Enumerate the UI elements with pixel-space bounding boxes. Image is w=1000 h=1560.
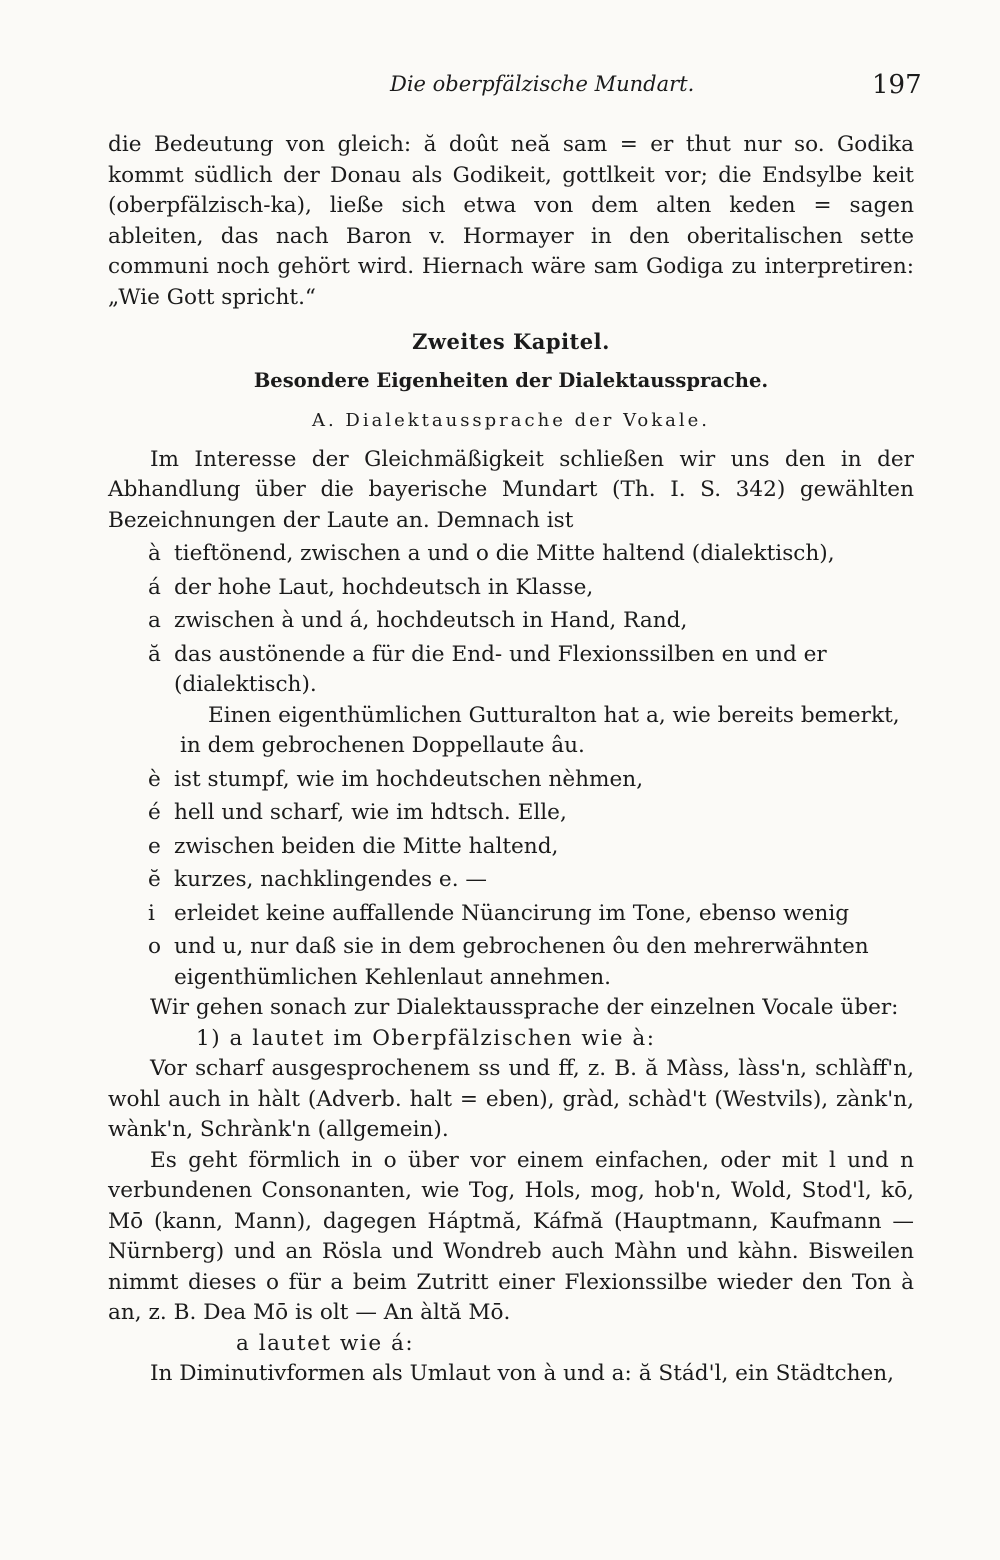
vowel-symbol: é (148, 800, 161, 825)
list-item (108, 865, 914, 896)
vowel-description: hell und scharf, wie im hdtsch. Elle, (174, 800, 567, 825)
intro-paragraph: die Bedeutung von gleich: ă doût neă sam = er thut nur so. Godika kommt südlich der Donau als Godikeit, gottlkeit vor; die Endsylbe keit (oberpfälzisch-ka), ließe sich etwa von dem alten keden = sagen ableiten, das nach Baron v. Hormayer in den oberitalischen sette communi noch gehört wird. Hiernach wäre sam Godiga zu interpretiren: „Wie Gott spricht.“ (108, 132, 914, 310)
running-title: Die oberpfälzische Mundart. (390, 72, 695, 96)
list-item (108, 640, 914, 701)
vowel-symbol: o (148, 934, 162, 959)
vowel-symbol: i (148, 900, 155, 926)
vowel-description: erleidet keine auffallende Nüancirung im Tone, ebenso wenig (174, 900, 850, 926)
rule-1-paragraph-2: Es geht förmlich in o über vor einem einfachen, oder mit l und n verbundenen Consonanten, wie Tog, Hols, mog, hob'n, Wold, Stod'l, kō, Mō (kann, Mann), dagegen Háptmă, Káfmă (Hauptmann, Kaufmann — Nürnberg) und an Rösla und Wondreb auch Màhn und kàhn. Bisweilen nimmt dieses o für a beim Zutritt einer Flexionssilbe wieder den Ton à an, z. B. Dea Mō is olt — An àltă Mō. (108, 1147, 914, 1325)
transition-paragraph: Wir gehen sonach zur Dialektaussprache der einzelnen Vocale über: (150, 995, 899, 1020)
vowel-description: und u, nur daß sie in dem gebrochenen ôu den mehrerwähnten eigenthümlichen Kehlenlaut annehmen. (174, 934, 869, 990)
vowel-description: tieftönend, zwischen a und o die Mitte haltend (dialektisch), (174, 541, 835, 566)
vowel-symbol: e (148, 833, 161, 859)
chapter-heading: Zweites Kapitel. (412, 329, 610, 354)
list-item (108, 765, 914, 796)
rule-1-heading: 1) a lautet im Oberpfälzischen wie à: (196, 1025, 656, 1051)
a-vowel-list (108, 539, 914, 701)
list-item (108, 832, 914, 863)
e-vowel-list (108, 765, 914, 994)
page-number: 197 (872, 70, 922, 100)
vowel-description: kurzes, nachklingendes e. — (174, 867, 488, 892)
vowel-symbol: á (148, 574, 161, 600)
rule-2-paragraph: In Diminutivformen als Umlaut von à und a: ă Stád'l, ein Städtchen, (150, 1361, 895, 1386)
running-header (0, 72, 1000, 102)
vowel-description: der hohe Laut, hochdeutsch in Klasse, (174, 574, 594, 600)
list-item (108, 798, 914, 829)
list-item (108, 606, 914, 637)
list-item (108, 899, 914, 930)
vowel-symbol: à (148, 541, 161, 566)
a-note: Einen eigenthümlichen Gutturalton hat a, wie bereits bemerkt, in dem gebrochenen Doppellaute âu. (180, 702, 900, 758)
rule-1-paragraph-1: Vor scharf ausgesprochenem ss und ff, z. B. ă Màss, làss'n, schlàff'n, wohl auch in hàlt (Adverb. halt = eben), gràd, schàd't (Westvils), zànk'n, wànk'n, Schrànk'n (allgemein). (108, 1056, 914, 1142)
page-body (108, 130, 914, 1390)
lead-paragraph: Im Interesse der Gleichmäßigkeit schließen wir uns den in der Abhandlung über die bayerische Mundart (Th. I. S. 342) gewählten Bezeichnungen der Laute an. Demnach ist (108, 446, 914, 533)
subsection-heading: A. Dialektaussprache der Vokale. (311, 410, 711, 431)
vowel-description: ist stumpf, wie im hochdeutschen nèhmen, (174, 766, 644, 792)
rule-2-heading: a lautet wie á: (236, 1330, 415, 1356)
list-item (108, 573, 914, 604)
vowel-symbol: ĕ (148, 867, 161, 892)
vowel-symbol: ă (148, 641, 161, 667)
list-item (108, 932, 914, 993)
section-heading: Besondere Eigenheiten der Dialektaussprache. (253, 368, 769, 392)
vowel-description: das austönende a für die End- und Flexionssilben en und er (dialektisch). (174, 641, 827, 697)
vowel-symbol: è (148, 766, 161, 792)
vowel-description: zwischen beiden die Mitte haltend, (174, 833, 559, 859)
vowel-description: zwischen à und á, hochdeutsch in Hand, Rand, (174, 608, 688, 633)
vowel-symbol: a (148, 608, 161, 633)
list-item (108, 539, 914, 570)
